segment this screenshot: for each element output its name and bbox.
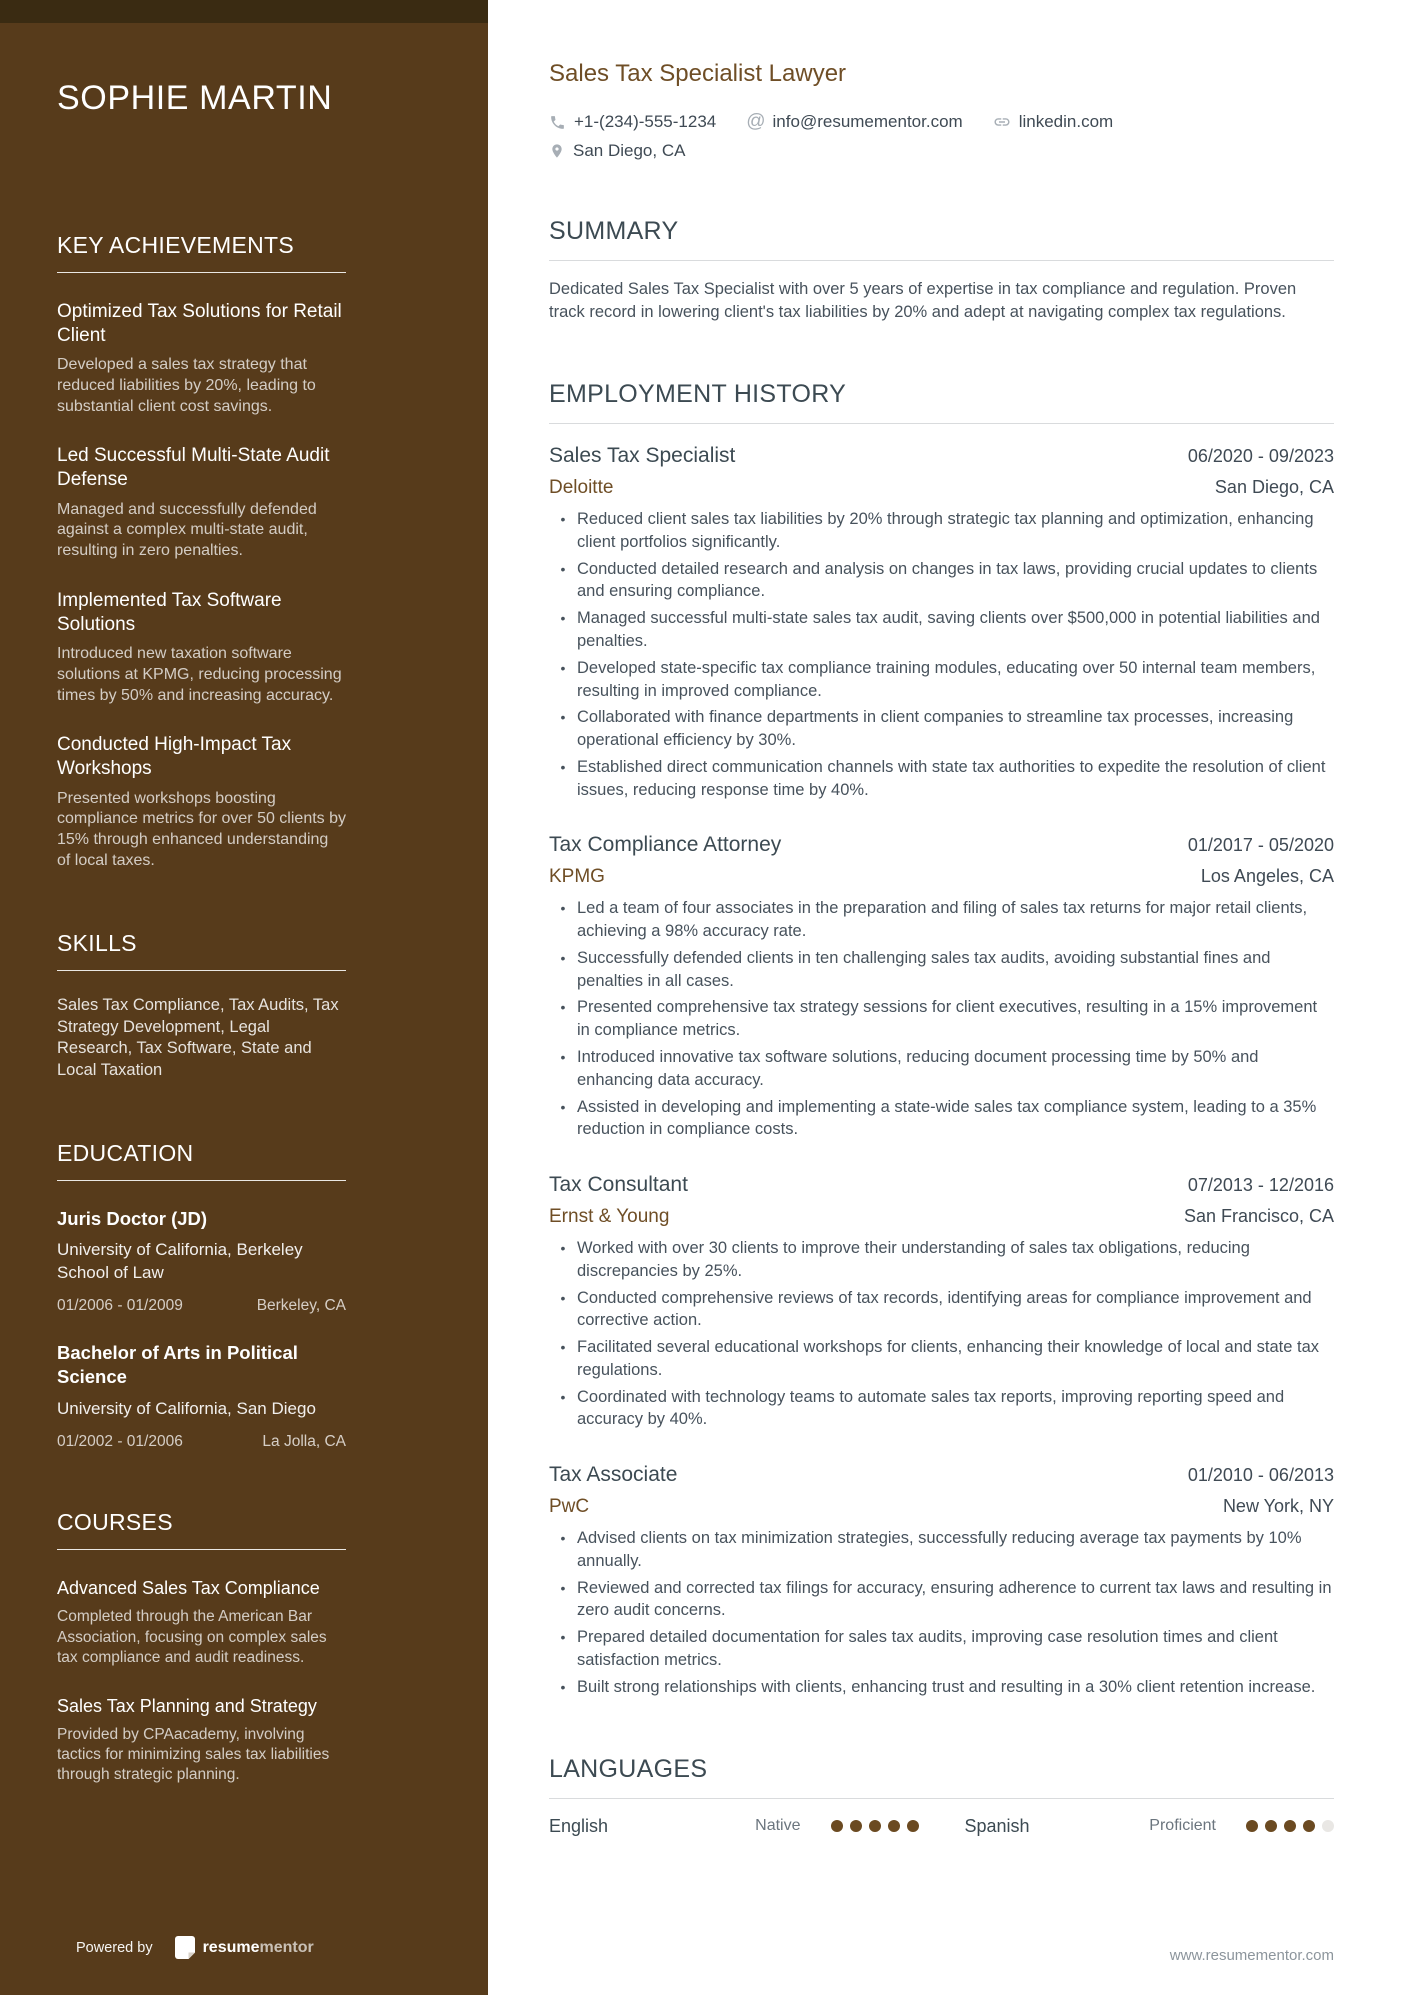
achievement-item	[57, 589, 346, 706]
bullet-dot: •	[560, 949, 566, 966]
candidate-name: SOPHIE MARTIN	[57, 79, 333, 117]
courses-heading: COURSES	[57, 1509, 346, 1550]
job-bullet	[549, 947, 1334, 993]
course-title: Advanced Sales Tax Compliance	[57, 1578, 320, 1599]
bullet-dot: •	[560, 1240, 566, 1257]
education-dates: 01/2002 - 01/2006	[57, 1433, 183, 1451]
bullet-dot: •	[560, 709, 566, 726]
phone-link[interactable]	[549, 112, 716, 132]
education-degree: Juris Doctor (JD)	[57, 1207, 208, 1229]
course-description: Provided by CPAacademy, involving tactics for minimizing sales tax liabilities through strategic planning.	[57, 1726, 330, 1784]
education-heading: EDUCATION	[57, 1140, 346, 1181]
job-bullet	[549, 1386, 1334, 1432]
bullet-text: Collaborated with finance departments in client companies to streamline tax processes, increasing operational efficiency by 30%.	[577, 708, 1294, 750]
location-item	[549, 141, 685, 161]
languages-heading: LANGUAGES	[549, 1755, 1334, 1799]
education-list	[57, 1207, 346, 1451]
course-description: Completed through the American Bar Association, focusing on complex sales tax compliance and audit readiness.	[57, 1608, 327, 1666]
phone-number: +1-(234)-555-1234	[574, 112, 717, 131]
job-location: Los Angeles, CA	[1200, 866, 1334, 887]
email-address: info@resumementor.com	[772, 112, 963, 131]
rating-dot-filled	[831, 1820, 843, 1832]
education-degree: Bachelor of Arts in Political Science	[57, 1342, 298, 1388]
skills-section	[57, 930, 346, 1082]
bullet-dot: •	[560, 1678, 566, 1695]
job-entry	[549, 833, 1334, 1141]
rating-dot-filled	[1265, 1820, 1277, 1832]
course-item	[57, 1695, 346, 1786]
achievement-item	[57, 444, 346, 561]
bullet-text: Assisted in developing and implementing a state-wide sales tax compliance system, leading to a 35% reduction in compliance costs.	[577, 1097, 1317, 1139]
bullet-text: Introduced innovative tax software solutions, reducing document processing time by 50% and enhancing data accuracy.	[577, 1047, 1259, 1089]
rating-dot-empty	[1322, 1820, 1334, 1832]
job-title: Tax Associate	[549, 1463, 678, 1487]
summary-heading: SUMMARY	[549, 217, 1334, 261]
job-bullet	[549, 1046, 1334, 1092]
job-bullets	[549, 1237, 1334, 1431]
job-entry	[549, 1463, 1334, 1698]
language-name: English	[549, 1815, 609, 1836]
contact-row-2	[549, 141, 1334, 161]
bullet-dot: •	[560, 511, 566, 528]
language-item	[965, 1816, 1335, 1837]
email-link[interactable]	[746, 111, 962, 133]
education-school: University of California, Berkeley School of Law	[57, 1240, 303, 1282]
achievement-description: Developed a sales tax strategy that reduced liabilities by 20%, leading to substantial client cost savings.	[57, 356, 316, 415]
rating-dot-filled	[850, 1820, 862, 1832]
jobs-list	[549, 444, 1334, 1698]
language-item	[549, 1816, 919, 1837]
job-company-row	[549, 866, 1334, 888]
bullet-text: Conducted comprehensive reviews of tax records, identifying areas for compliance improvement and corrective action.	[577, 1288, 1312, 1330]
job-bullet	[549, 607, 1334, 653]
bullet-text: Coordinated with technology teams to automate sales tax reports, improving reporting speed and accuracy by 40%.	[577, 1387, 1285, 1429]
phone-icon	[549, 114, 566, 131]
job-location: San Diego, CA	[1214, 477, 1334, 498]
footer-powered-by	[0, 1936, 488, 1995]
employment-heading: EMPLOYMENT HISTORY	[549, 380, 1334, 424]
powered-by-label: Powered by	[76, 1939, 153, 1956]
job-bullet	[549, 996, 1334, 1042]
languages-section	[549, 1755, 1334, 1837]
education-dates: 01/2006 - 01/2009	[57, 1297, 183, 1315]
job-bullet	[549, 508, 1334, 554]
job-bullet	[549, 756, 1334, 802]
resumementor-logo-icon	[175, 1936, 195, 1959]
rating-dot-filled	[1284, 1820, 1296, 1832]
bullet-dot: •	[560, 1388, 566, 1405]
job-title-row	[549, 444, 1334, 468]
rating-dot-filled	[907, 1820, 919, 1832]
bullet-dot: •	[560, 1579, 566, 1596]
brand-name-light: mentor	[259, 1938, 314, 1956]
job-title: Tax Consultant	[549, 1173, 688, 1197]
rating-dot-filled	[888, 1820, 900, 1832]
bullet-text: Led a team of four associates in the preparation and filing of sales tax returns for major retail clients, achieving a 98% accuracy rate.	[577, 899, 1308, 941]
bullet-dot: •	[560, 1629, 566, 1646]
job-dates: 07/2013 - 12/2016	[1187, 1175, 1334, 1196]
bullet-text: Successfully defended clients in ten challenging sales tax audits, avoiding substantial fines and penalties in all cases.	[577, 948, 1271, 990]
link-icon	[993, 113, 1011, 131]
language-level: Native	[755, 1817, 801, 1835]
education-meta-row	[57, 1433, 346, 1451]
summary-section	[549, 217, 1334, 324]
linkedin-text: linkedin.com	[1018, 112, 1114, 131]
education-section	[57, 1140, 346, 1451]
bullet-text: Presented comprehensive tax strategy sessions for client executives, resulting in a 15% improvement in compliance metrics.	[577, 998, 1318, 1040]
key-achievements-section	[57, 232, 346, 872]
linkedin-link[interactable]	[993, 112, 1114, 132]
achievements-heading: KEY ACHIEVEMENTS	[57, 232, 346, 273]
achievement-title: Led Successful Multi-State Audit Defense	[57, 445, 330, 491]
at-icon: @	[746, 111, 766, 132]
language-rating-dots	[1246, 1820, 1334, 1832]
achievement-title: Implemented Tax Software Solutions	[57, 589, 282, 635]
summary-text: Dedicated Sales Tax Specialist with over 5 years of expertise in tax compliance and regulation. Proven track record in lowering client's tax liabilities by 20% and adept at navigating complex tax regulations.	[549, 280, 1297, 322]
achievement-title: Conducted High-Impact Tax Workshops	[57, 734, 292, 779]
bullet-dot: •	[560, 610, 566, 627]
bullet-text: Reviewed and corrected tax filings for accuracy, ensuring adherence to current tax laws and resulting in zero audit concerns.	[577, 1578, 1332, 1620]
job-title-row	[549, 1463, 1334, 1487]
job-bullet	[549, 1237, 1334, 1283]
languages-list	[549, 1816, 1334, 1837]
bullet-text: Developed state-specific tax compliance training modules, educating over 50 internal team members, resulting in improved compliance.	[577, 658, 1316, 700]
language-rating-dots	[831, 1820, 919, 1832]
bullet-dot: •	[560, 1048, 566, 1065]
achievement-item	[57, 300, 346, 417]
skills-text: Sales Tax Compliance, Tax Audits, Tax Strategy Development, Legal Research, Tax Software, State and Local Taxation	[57, 995, 339, 1080]
location-text: San Diego, CA	[573, 141, 686, 160]
achievement-description: Managed and successfully defended against a complex multi-state audit, resulting in zero penalties.	[57, 500, 317, 560]
courses-section	[57, 1509, 346, 1785]
job-company: PwC	[549, 1496, 590, 1518]
bullet-dot: •	[560, 659, 566, 676]
bullet-text: Reduced client sales tax liabilities by 20% through strategic tax planning and optimization, enhancing client portfolios significantly.	[577, 510, 1314, 551]
job-bullet	[549, 1287, 1334, 1333]
skills-heading: SKILLS	[57, 930, 346, 971]
job-dates: 06/2020 - 09/2023	[1187, 446, 1334, 467]
job-bullet	[549, 1336, 1334, 1382]
courses-list	[57, 1577, 346, 1785]
job-bullet	[549, 1577, 1334, 1623]
education-item	[57, 1207, 346, 1316]
education-school: University of California, San Diego	[57, 1398, 316, 1418]
achievement-description: Introduced new taxation software solutions at KPMG, reducing processing times by 50% and increasing accuracy.	[57, 645, 342, 704]
job-bullets	[549, 508, 1334, 801]
bullet-dot: •	[560, 900, 566, 917]
rating-dot-filled	[1303, 1820, 1315, 1832]
sidebar-top-strip	[0, 0, 488, 23]
bullet-text: Established direct communication channels with state tax authorities to expedite the resolution of client issues, reducing response time by 40%.	[577, 757, 1326, 799]
job-dates: 01/2017 - 05/2020	[1187, 835, 1334, 856]
job-company-row	[549, 1206, 1334, 1228]
job-title-row	[549, 1173, 1334, 1197]
education-meta-row	[57, 1297, 346, 1315]
bullet-text: Prepared detailed documentation for sales tax audits, improving case resolution times and client satisfaction metrics.	[577, 1628, 1278, 1669]
main-content	[488, 0, 1410, 1995]
achievement-item	[57, 733, 346, 871]
bullet-text: Conducted detailed research and analysis on changes in tax laws, providing crucial updates to clients and ensuring compliance.	[577, 559, 1318, 601]
location-pin-icon	[549, 143, 565, 159]
job-bullet	[549, 657, 1334, 703]
bullet-dot: •	[560, 999, 566, 1016]
job-title: Tax Compliance Attorney	[549, 833, 782, 857]
bullet-text: Facilitated several educational workshops for clients, enhancing their knowledge of local and state tax regulations.	[577, 1338, 1320, 1379]
website-link[interactable]: www.resumementor.com	[1169, 1947, 1334, 1964]
bullet-dot: •	[560, 560, 566, 577]
contact-row-1	[549, 111, 1334, 133]
job-dates: 01/2010 - 06/2013	[1187, 1465, 1334, 1486]
bullet-dot: •	[560, 758, 566, 775]
job-title-row	[549, 833, 1334, 857]
bullet-dot: •	[560, 1098, 566, 1115]
job-bullet	[549, 706, 1334, 752]
job-bullets	[549, 1527, 1334, 1698]
job-company-row	[549, 1496, 1334, 1518]
job-bullet	[549, 1527, 1334, 1573]
job-bullets	[549, 897, 1334, 1141]
education-location: Berkeley, CA	[256, 1297, 346, 1315]
language-name: Spanish	[964, 1815, 1030, 1836]
bullet-dot: •	[560, 1530, 566, 1547]
language-level: Proficient	[1149, 1817, 1216, 1835]
achievements-list	[57, 300, 346, 872]
job-company: KPMG	[549, 866, 605, 888]
job-bullet	[549, 558, 1334, 604]
job-bullet	[549, 1626, 1334, 1672]
job-entry	[549, 444, 1334, 801]
rating-dot-filled	[1246, 1820, 1258, 1832]
achievement-description: Presented workshops boosting compliance metrics for over 50 clients by 15% through enhanced understanding of local taxes.	[57, 789, 346, 869]
job-bullet	[549, 897, 1334, 943]
achievement-title: Optimized Tax Solutions for Retail Client	[57, 301, 342, 346]
bullet-dot: •	[560, 1339, 566, 1356]
contact-info	[549, 103, 1334, 161]
bullet-dot: •	[560, 1289, 566, 1306]
job-entry	[549, 1173, 1334, 1431]
education-item	[57, 1341, 346, 1451]
brand-name	[203, 1939, 314, 1957]
job-company: Ernst & Young	[549, 1206, 670, 1228]
job-position-title: Sales Tax Specialist Lawyer	[549, 60, 847, 87]
job-company-row	[549, 477, 1334, 499]
bullet-text: Managed successful multi-state sales tax audit, saving clients over $500,000 in potential liabilities and penalties.	[577, 609, 1320, 651]
education-location: La Jolla, CA	[262, 1433, 346, 1451]
footer-website	[549, 1947, 1334, 1995]
rating-dot-filled	[869, 1820, 881, 1832]
brand-name-bold: resume	[202, 1938, 260, 1956]
job-company: Deloitte	[549, 477, 614, 499]
bullet-text: Worked with over 30 clients to improve their understanding of sales tax obligations, reducing discrepancies by 25%.	[577, 1239, 1250, 1280]
bullet-text: Built strong relationships with clients, enhancing trust and resulting in a 30% client retention increase.	[577, 1677, 1316, 1696]
sidebar-content	[0, 23, 488, 1936]
job-bullet	[549, 1096, 1334, 1142]
bullet-text: Advised clients on tax minimization strategies, successfully reducing average tax payments by 10% annually.	[577, 1529, 1302, 1570]
job-location: New York, NY	[1222, 1496, 1334, 1517]
job-location: San Francisco, CA	[1183, 1206, 1334, 1227]
course-title: Sales Tax Planning and Strategy	[57, 1695, 317, 1716]
employment-history-section	[549, 380, 1334, 1698]
sidebar	[0, 0, 488, 1995]
job-bullet	[549, 1676, 1334, 1699]
course-item	[57, 1577, 346, 1668]
job-title: Sales Tax Specialist	[549, 444, 736, 468]
